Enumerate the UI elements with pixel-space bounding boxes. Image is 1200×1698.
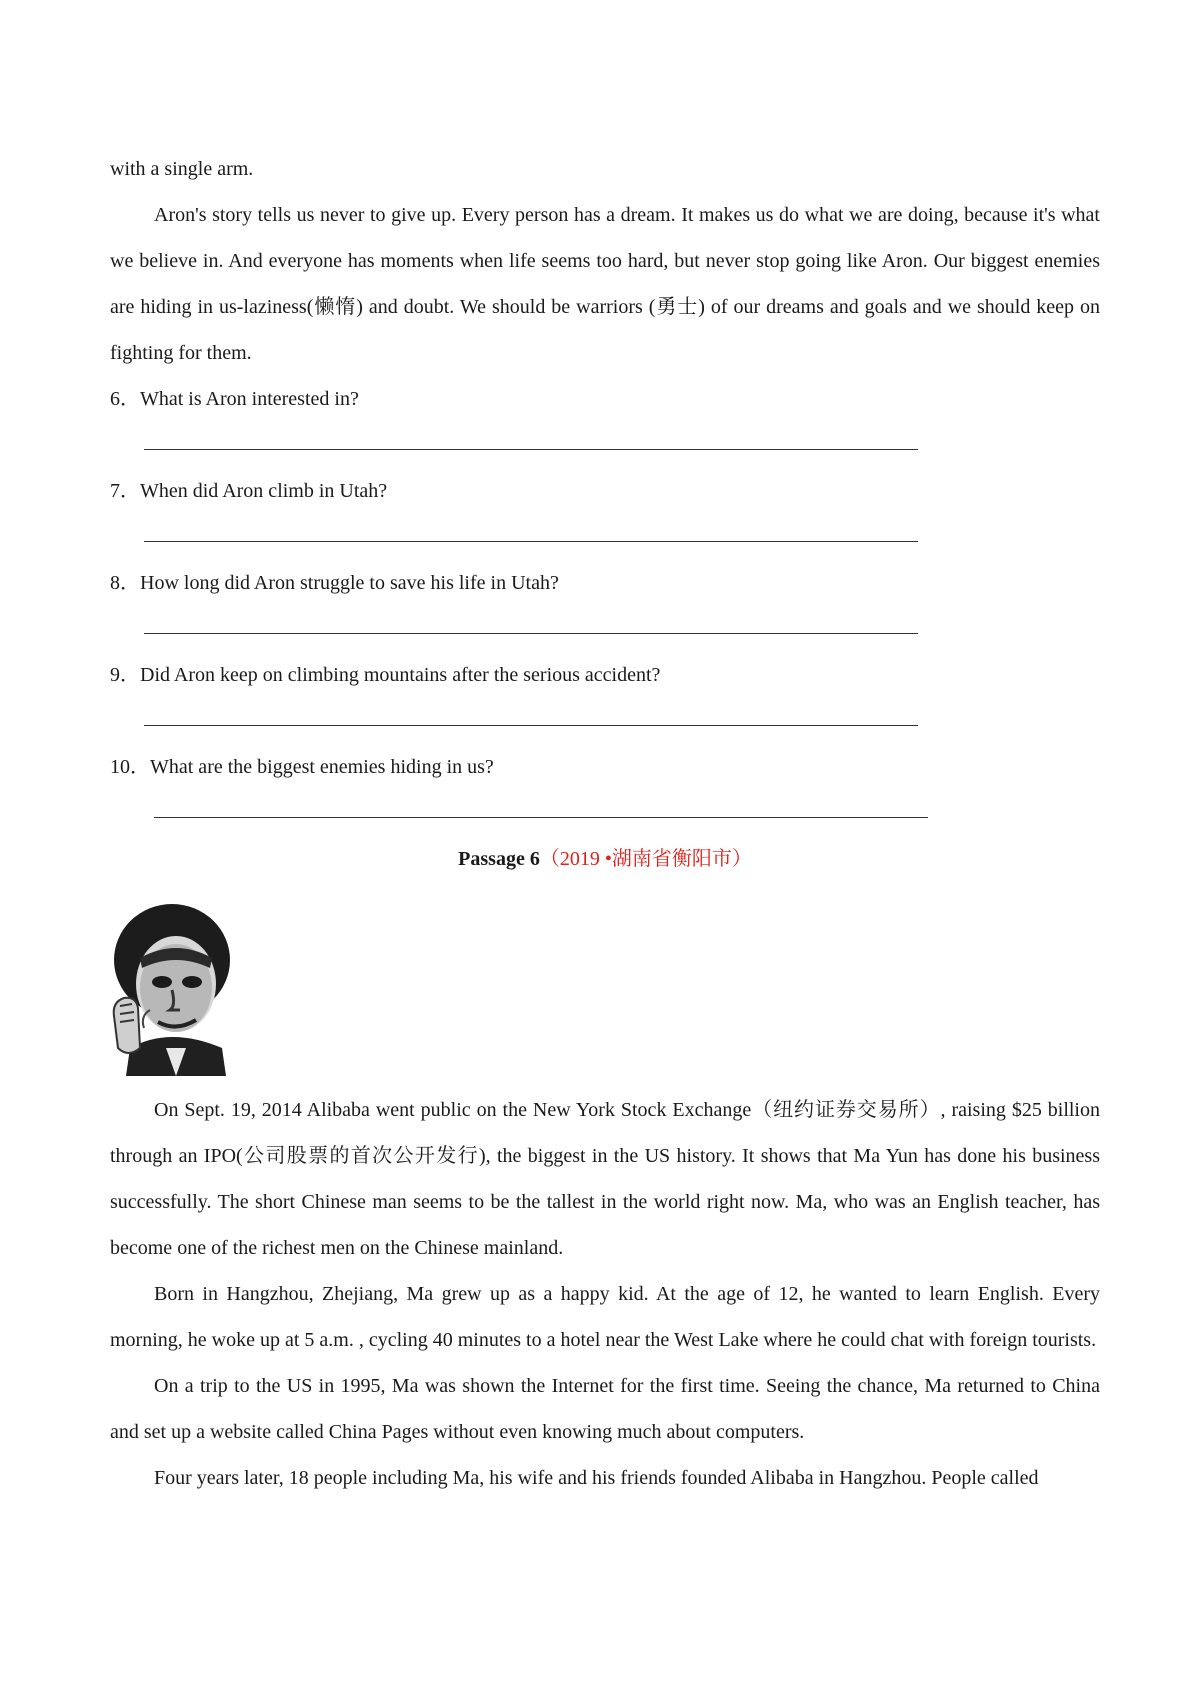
question-number: 7．	[110, 480, 140, 502]
question-text: Did Aron keep on climbing mountains after the serious accident?	[140, 664, 661, 686]
question-8	[110, 560, 1100, 606]
question-9	[110, 652, 1100, 698]
document-page	[110, 146, 1100, 1501]
question-text: What is Aron interested in?	[140, 388, 359, 410]
passage-source: （2019 •湖南省衡阳市）	[539, 848, 752, 870]
paragraph: On Sept. 19, 2014 Alibaba went public on the New York Stock Exchange（纽约证券交易所）, raising $25 billion through an IPO(公司股票的首次公开发行), the biggest in the US history. It shows that Ma Yun has done his business successfully. The short Chinese man seems to be the tallest in the world right now. Ma, who was an English teacher, has become one of the richest men on the Chinese mainland.	[110, 1099, 1100, 1259]
question-text: When did Aron climb in Utah?	[140, 480, 388, 502]
answer-blank[interactable]	[110, 698, 1100, 744]
answer-blank[interactable]	[110, 790, 1100, 836]
paragraph: Born in Hangzhou, Zhejiang, Ma grew up as a happy kid. At the age of 12, he wanted to learn English. Every morning, he woke up at 5 a.m. , cycling 40 minutes to a hotel near the West Lake where he could chat with foreign tourists.	[110, 1283, 1100, 1351]
question-text: How long did Aron struggle to save his life in Utah?	[140, 572, 559, 594]
answer-blank[interactable]	[110, 514, 1100, 560]
passage-title	[110, 836, 1100, 882]
paragraph: Aron's story tells us never to give up. Every person has a dream. It makes us do what we are doing, because it's what we believe in. And everyone has moments when life seems too hard, but never stop going like Aron. Our biggest enemies are hiding in us-laziness(懒惰) and doubt. We should be warriors (勇士) of our dreams and goals and we should keep on fighting for them.	[110, 204, 1100, 364]
question-6	[110, 376, 1100, 422]
answer-blank[interactable]	[110, 422, 1100, 468]
question-number: 10．	[110, 756, 150, 778]
text-line: with a single arm.	[110, 158, 254, 180]
question-number: 6．	[110, 388, 140, 410]
passage-title-text: Passage 6	[458, 848, 540, 870]
question-number: 9．	[110, 664, 140, 686]
question-number: 8．	[110, 572, 140, 594]
paragraph: On a trip to the US in 1995, Ma was shown the Internet for the first time. Seeing the chance, Ma returned to China and set up a website called China Pages without even knowing much about computers.	[110, 1375, 1100, 1443]
question-10	[110, 744, 1100, 790]
question-text: What are the biggest enemies hiding in us?	[150, 756, 494, 778]
answer-blank[interactable]	[110, 606, 1100, 652]
paragraph: Four years later, 18 people including Ma, his wife and his friends founded Alibaba in Hangzhou. People called	[154, 1467, 1039, 1489]
caricature-image	[110, 898, 236, 1076]
question-7	[110, 468, 1100, 514]
